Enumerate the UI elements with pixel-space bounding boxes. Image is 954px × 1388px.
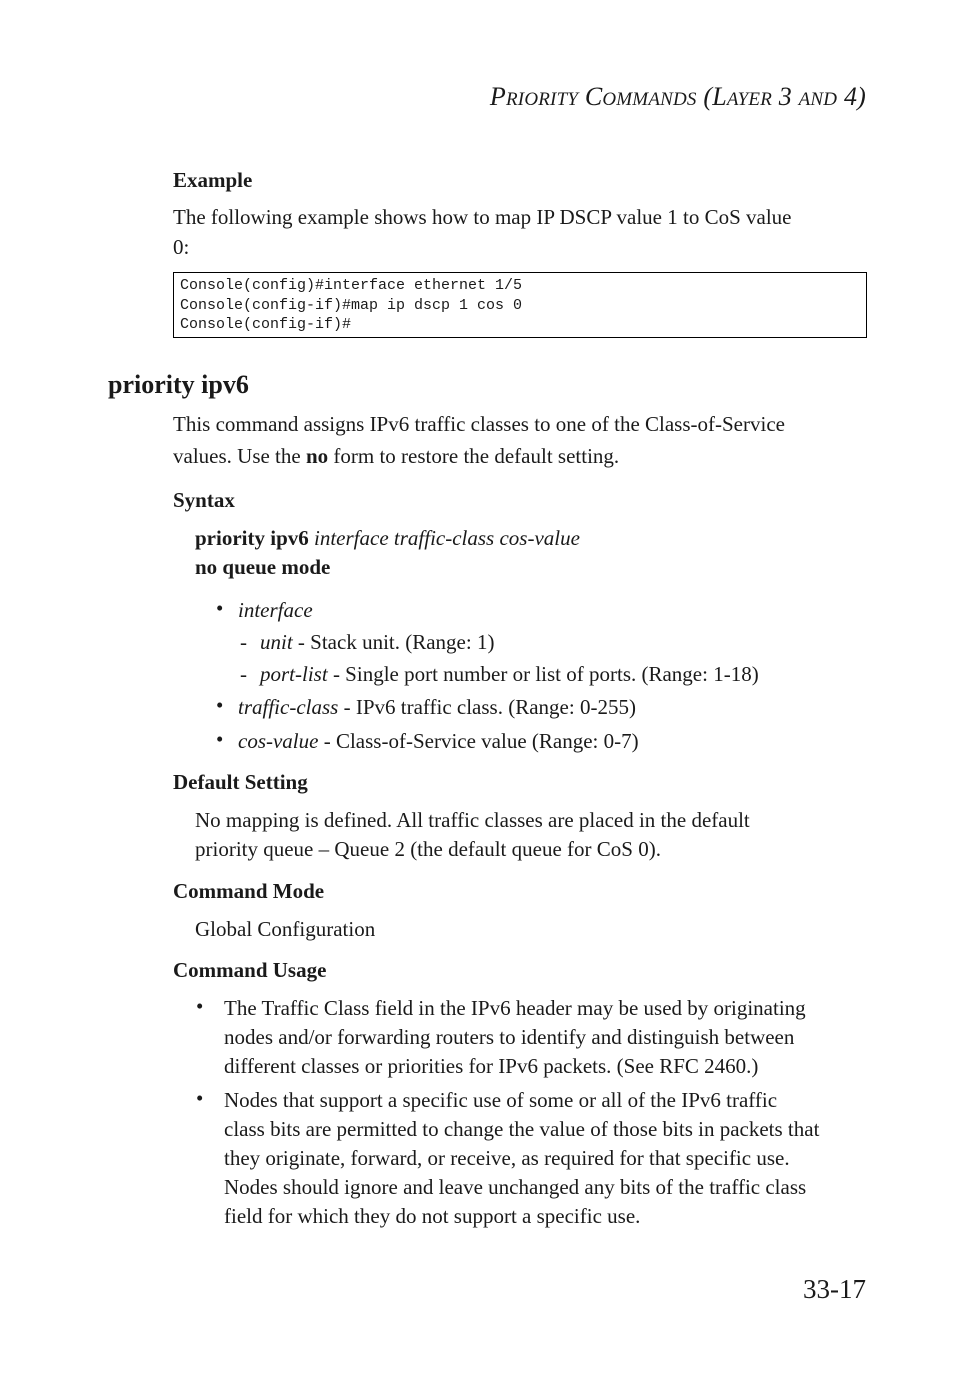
default-setting-heading: Default Setting <box>173 770 308 794</box>
usage-item-line: Nodes that support a specific use of some or all of the IPv6 traffic <box>224 1088 778 1112</box>
bullet-mark: • <box>216 727 224 751</box>
section-description-line: This command assigns IPv6 traffic classes to one of the Class-of-Service <box>173 412 785 436</box>
code-example-box <box>173 272 867 338</box>
header-text: C <box>584 82 603 111</box>
usage-item-line: Nodes should ignore and leave unchanged any bits of the traffic class <box>224 1175 807 1199</box>
command-mode-text: Global Configuration <box>195 917 376 941</box>
usage-item-line: nodes and/or forwarding routers to identify and distinguish between <box>224 1025 795 1049</box>
example-intro-line: 0: <box>173 235 190 259</box>
keyword-no: no <box>305 444 329 468</box>
header-text: AND <box>798 89 838 110</box>
header-text: L <box>712 82 727 111</box>
param-description: - IPv6 traffic class. (Range: 0-255) <box>338 695 636 719</box>
code-line: Console(config-if)# <box>180 316 352 333</box>
running-header <box>490 82 866 112</box>
command-mode-heading: Command Mode <box>173 879 325 903</box>
syntax-command <box>195 524 580 553</box>
command-usage-heading: Command Usage <box>173 958 327 982</box>
syntax-heading: Syntax <box>173 488 235 512</box>
header-text: OMMANDS <box>602 89 697 110</box>
command-arguments: interface traffic-class cos-value <box>314 526 580 550</box>
page-number: 33-17 <box>803 1274 866 1304</box>
header-text: P <box>489 82 506 111</box>
usage-item-line: class bits are permitted to change the value of those bits in packets that <box>224 1117 820 1141</box>
usage-item-line: field for which they do not support a specific use. <box>224 1204 641 1228</box>
bullet-mark: • <box>216 596 224 620</box>
param-port-list <box>260 660 759 689</box>
param-description: - Single port number or list of ports. (Range: 1-18) <box>327 662 759 686</box>
param-term: cos-value <box>238 729 319 753</box>
param-interface: interface <box>238 598 313 622</box>
bullet-mark: • <box>196 994 204 1018</box>
bullet-mark: • <box>196 1086 204 1110</box>
param-description: - Stack unit. (Range: 1) <box>292 630 495 654</box>
param-unit <box>260 628 494 657</box>
header-text: 3 <box>778 82 792 111</box>
code-line: Console(config-if)#map ip dscp 1 cos 0 <box>180 296 523 314</box>
usage-item-line: The Traffic Class field in the IPv6 header may be used by originating <box>224 996 806 1020</box>
usage-item-line: different classes or priorities for IPv6 packets. (See RFC 2460.) <box>224 1054 759 1078</box>
param-description: - Class-of-Service value (Range: 0-7) <box>318 729 639 753</box>
code-line: Console(config)#interface ethernet 1/5 <box>180 277 523 294</box>
param-cos-value <box>238 727 639 756</box>
header-text: RIORITY <box>505 89 579 110</box>
example-heading: Example <box>173 168 253 192</box>
header-text: ( <box>703 82 713 111</box>
param-term: port-list <box>260 662 328 686</box>
dash-mark: - <box>240 662 247 686</box>
param-traffic-class <box>238 693 636 722</box>
section-description-line <box>173 442 619 471</box>
default-setting-line: No mapping is defined. All traffic classes are placed in the default <box>195 808 750 832</box>
bullet-mark: • <box>216 693 224 717</box>
header-text: 4) <box>843 82 866 111</box>
header-text: AYER <box>726 89 773 110</box>
param-term: unit <box>260 630 293 654</box>
section-title: priority ipv6 <box>108 370 249 399</box>
syntax-no-command: no queue mode <box>195 555 331 579</box>
example-intro-line: The following example shows how to map IP DSCP value 1 to CoS value <box>173 205 792 229</box>
description-text: values. Use the <box>173 444 306 468</box>
description-text: form to restore the default setting. <box>328 444 620 468</box>
dash-mark: - <box>240 630 247 654</box>
command-keyword: priority ipv6 <box>195 526 309 550</box>
default-setting-line: priority queue – Queue 2 (the default queue for CoS 0). <box>195 837 661 861</box>
usage-item-line: they originate, forward, or receive, as required for that specific use. <box>224 1146 790 1170</box>
param-term: traffic-class <box>238 695 339 719</box>
